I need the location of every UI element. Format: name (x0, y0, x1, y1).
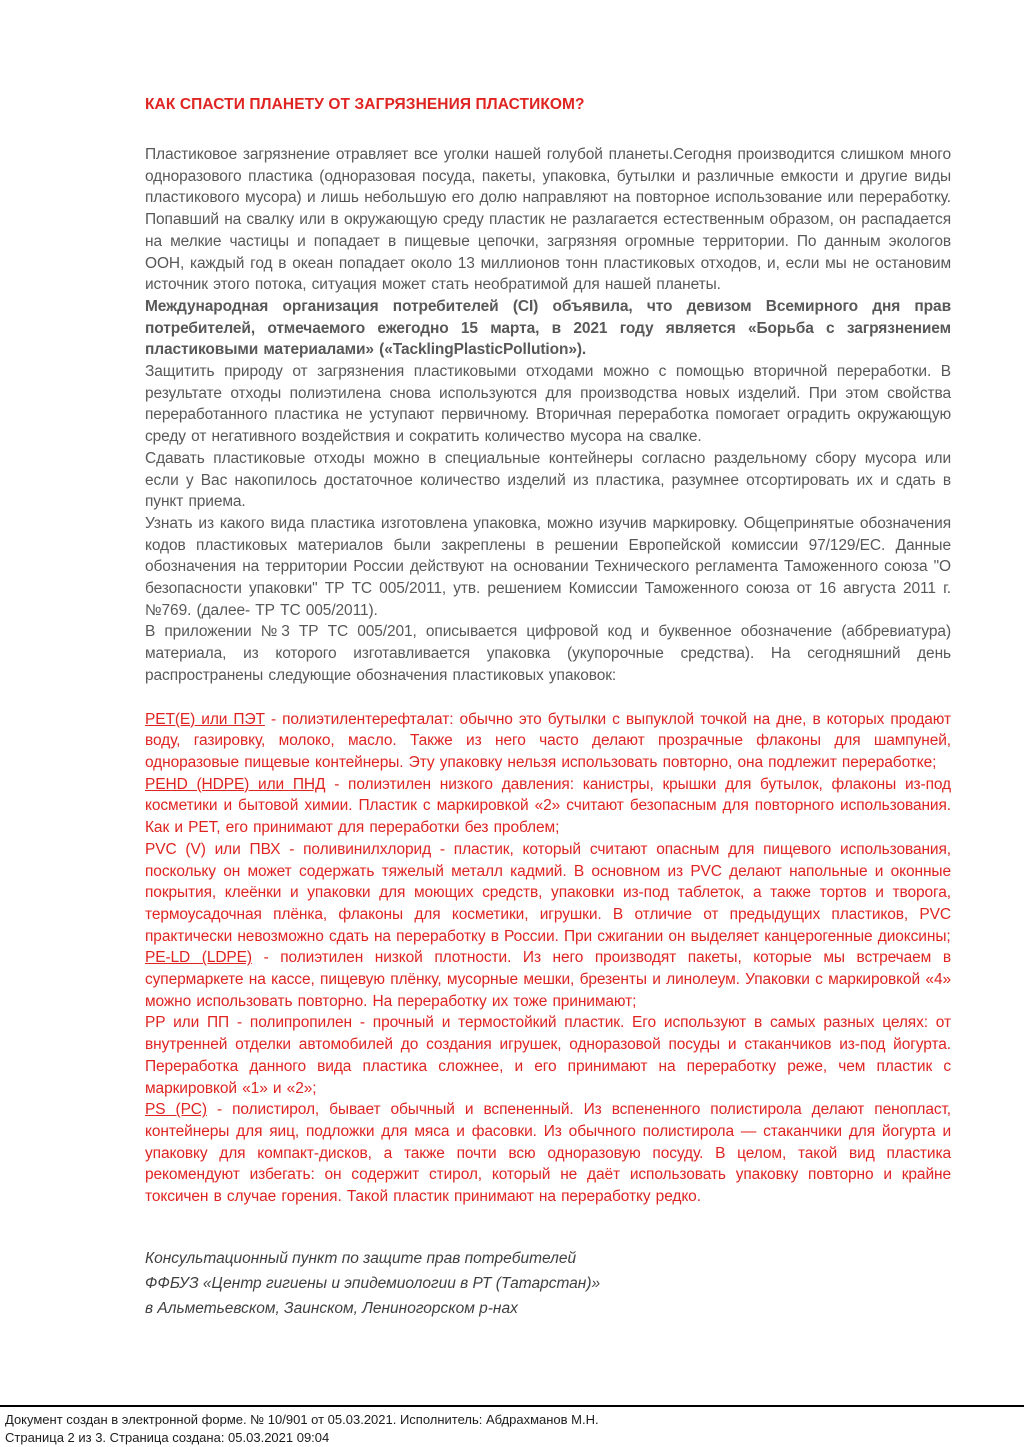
plastic-term-pehd: PEHD (HDPE) или ПНД (145, 775, 326, 793)
paragraph-containers: Сдавать пластиковые отходы можно в специальные контейнеры согласно раздельному сбору мусора или если у Вас накопилось достаточное количество изделий из пластика, разумнее отсортировать их и сдать в пункт приема. (145, 449, 951, 511)
plastic-desc-pet: - полиэтилентерефталат: обычно это бутылки с выпуклой точкой на дне, в которых продают воду, газировку, молоко, масло. Также из него часто делают прозрачные флаконы для шампуней, одноразовые пищевые контейнеры. Эту упаковку нельзя использовать повторно, она подлежит переработке; (145, 710, 951, 771)
paragraph-marking-codes: Узнать из какого вида пластика изготовлена упаковка, можно изучив маркировку. Общепринятые обозначения кодов пластиковых материалов были закреплены в решении Европейской комиссии 97/129/ЕС. Данные обозначения на территории России действуют на основании Технического регламента Таможенного союза "О безопасности упаковки" ТР ТС 005/2011, утв. решением Комиссии Таможенного союза от 16 августа 2011 г. №769. (далее- ТР ТС 005/2011). (145, 514, 951, 619)
plastic-term-ps: PS (PC) (145, 1101, 207, 1119)
plastic-term-pet: PET(E) или ПЭТ (145, 710, 265, 728)
signature-line-3: в Альметьевском, Заинском, Лениногорском р-нах (145, 1299, 518, 1317)
document-content (145, 96, 951, 1321)
signature-line-1: Консультационный пункт по защите прав потребителей (145, 1249, 577, 1267)
plastic-desc-pvc: - поливинилхлорид - пластик, который считают опасным для пищевого использования, поскольку он может содержать тяжелый металл кадмий. В основном из PVC делают напольные и оконные покрытия, клеёнки и упаковки для моющих средств, упаковки из-под таблеток, а также тортов и творога, термоусадочная плёнка, флаконы для косметики, игрушки. В отличие от предыдущих пластиков, PVC практически невозможно сдать на переработку в России. При сжигании он выделяет канцерогенные диоксины; (145, 840, 951, 945)
plastic-type-ps (145, 1099, 951, 1208)
paragraph-ci-announcement: Международная организация потребителей (CI) объявила, что девизом Всемирного дня прав потребителей, отмечаемого ежегодно 15 марта, в 2021 году является «Борьба с загрязнением пластиковыми материалами» («TacklingPlasticPollution»). (145, 297, 951, 359)
signature-line-2: ФФБУЗ «Центр гигиены и эпидемиологии в РТ (Татарстан)» (145, 1274, 601, 1292)
plastic-type-pp (145, 1012, 951, 1099)
footer-document-info: Документ создан в электронной форме. № 10/901 от 05.03.2021. Исполнитель: Абдрахманов М.Н. (5, 1412, 599, 1427)
plastic-term-pp: PP или ПП (145, 1014, 230, 1032)
paragraph-recycling: Защитить природу от загрязнения пластиковыми отходами можно с помощью вторичной переработки. В результате отходы полиэтилена снова используются для производства новых изделий. При этом свойства переработанного пластика не уступают первичному. Вторичная переработка помогает оградить окружающую среду от негативного воздействия и сократить количество мусора на свалке. (145, 363, 951, 446)
plastic-desc-peld: - полиэтилен низкой плотности. Из него производят пакеты, которые мы встречаем в супермаркете на кассе, пищевую плёнку, мусорные мешки, брезенты и линолеум. Упаковки с маркировкой «4» можно использовать повторно. На переработку их тоже принимают; (145, 949, 951, 1010)
plastic-desc-ps: - полистирол, бывает обычный и вспененный. Из вспененного полистирола делают пенопласт, контейнеры для яиц, подложки для мяса и фасовки. Из обычного полистирола — стаканчики для йогурта и упаковку для компакт-дисков, а также почти всю одноразовую посуду. В целом, такой вид пластика рекомендуют избегать: он содержит стирол, который не даёт использовать упаковку повторно и крайне токсичен в случае горения. Такой пластик принимают на переработку редко. (145, 1101, 951, 1206)
footer-divider (0, 1405, 1024, 1407)
footer-page-info: Страница 2 из 3. Страница создана: 05.03.2021 09:04 (5, 1430, 330, 1445)
plastic-term-pvc: PVC (V) или ПВХ (145, 840, 281, 858)
page-title: КАК СПАСТИ ПЛАНЕТУ ОТ ЗАГРЯЗНЕНИЯ ПЛАСТИКОМ? (145, 96, 585, 113)
signature-block (145, 1246, 951, 1321)
plastic-desc-pehd: - полиэтилен низкого давления: канистры, крышки для бутылок, флаконы из-под косметики и бытовой химии. Пластик с маркировкой «2» считают безопасным для повторного использования. Как и PET, его принимают для переработки без проблем; (145, 775, 951, 837)
paragraph-intro: Пластиковое загрязнение отравляет все уголки нашей голубой планеты.Сегодня производится слишком много одноразового пластика (одноразовая посуда, пакеты, упаковка, бутылки и различные емкости и другие виды пластикового мусора) и лишь небольшую его долю направляют на повторное использование или переработку. Попавший на свалку или в окружающую среду пластик не разлагается естественным образом, он распадается на мелкие частицы и попадает в пищевые цепочки, загрязняя огромные территории. По данным экологов ООН, каждый год в океан попадает около 13 миллионов тонн пластиковых отходов, и, если мы не остановим источник этого потока, ситуация может стать необратимой для нашей планеты. (145, 146, 951, 294)
body-text (145, 144, 951, 1208)
page-footer (0, 1405, 1024, 1447)
plastic-type-pet (145, 709, 951, 774)
paragraph-annex: В приложении №3 ТР ТС 005/201, описывается цифровой код и буквенное обозначение (аббревиатура) материала, из которого изготавливается упаковка (укупорочные средства). На сегодняшний день распространены следующие обозначения пластиковых упаковок: (145, 623, 951, 684)
plastic-type-pvc (145, 839, 951, 948)
plastic-type-peld (145, 947, 951, 1012)
plastic-type-pehd (145, 774, 951, 839)
plastic-desc-pp: - полипропилен - прочный и термостойкий пластик. Его используют в самых разных целях: от внутренней отделки автомобилей до создания игрушек, одноразовой посуды и стаканчиков из-под йогурта. Переработка данного вида пластика сложнее, и его принимают на переработку реже, чем пластик с маркировкой «1» и «2»; (145, 1014, 951, 1097)
plastic-types-section (145, 709, 951, 1208)
plastic-term-peld: PE-LD (LDPE) (145, 949, 252, 967)
